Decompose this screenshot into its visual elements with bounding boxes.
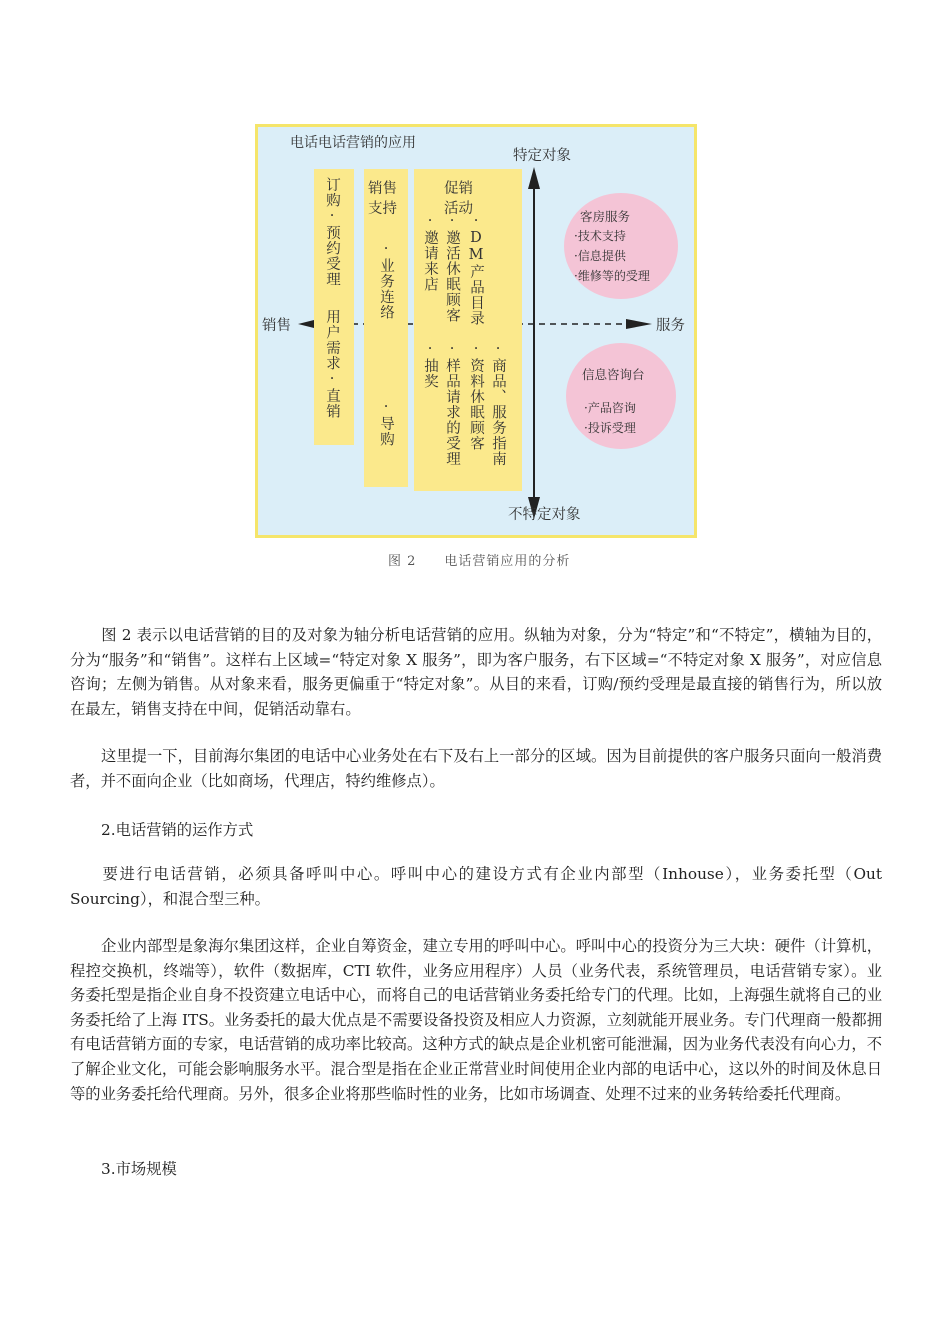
- circle-bottom-title: 信息咨询台: [582, 367, 645, 382]
- axis-label-bottom: 不特定对象: [508, 507, 581, 523]
- paragraph: 企业内部型是象海尔集团这样，企业自筹资金，建立专用的呼叫中心。呼叫中心的投资分为三大块：硬件（计算机，程控交换机，终端等），软件（数据库，CTI 软件，业务应用程序）人员（业务代表，系统管理员，电话营销专家）。业务委托型是指企业自身不投资建立电话中心，而将自己的电话营销业务委托给专门的代理。比如，上海强生就将自己的业务委托给了上海 ITS。业务委托的最大优点是不需要设备投资及相应人力资源，立刻就能开展业务。专门代理商一般都拥有电话营销方面的专家，电话营销的成功率比较高。这种方式的缺点是企业机密可能泄漏，因为业务代表没有向心力，不了解企业文化，可能会影响服务水平。混合型是指在企业正常营业时间使用企业内部的电话中心，这以外的时间及休息日等的业务委托给代理商。另外，很多企业将那些临时性的业务，比如市场调查、处理不过来的业务转给委托代理商。: [70, 937, 882, 1103]
- axis-label-left: 销售: [262, 318, 291, 334]
- paragraph: 图 2 表示以电话营销的目的及对象为轴分析电话营销的应用。纵轴为对象，分为“特定”和“不特定”，横轴为目的，分为“服务”和“销售”。这样右上区域=“特定对象 X 服务”，即为客户服务，右下区域=“不特定对象 X 服务”，对应信息咨询；左侧为销售。从对象来看，服务更偏重于“特定对象”。从目的来看，订购/预约受理是最直接的销售行为，所以放在最左，销售支持在中间，促销活动靠右。: [70, 626, 882, 718]
- band2-item-a: ·业务连络: [378, 241, 394, 320]
- band3-col4-b: ·商品、服务指南: [490, 341, 506, 467]
- axis-label-right: 服务: [656, 318, 685, 334]
- band1-text-b: 用户需求·直销: [324, 309, 340, 419]
- figure-telemarketing-analysis: [255, 124, 697, 538]
- paragraph: 要进行电话营销，必须具备呼叫中心。呼叫中心的建设方式有企业内部型（Inhouse），业务委托型（Out Sourcing），和混合型三种。: [70, 865, 882, 908]
- band1-text-a: 订购·预约受理: [324, 177, 340, 287]
- section-heading: 3.市场规模: [101, 1160, 177, 1178]
- arrow-up-icon: [528, 167, 540, 189]
- figure-title: 电话电话营销的应用: [290, 135, 416, 151]
- circle-bottom-item: ·投诉受理: [584, 421, 636, 435]
- circle-top-item: ·信息提供: [574, 249, 626, 263]
- band2-item-b: ·导购: [378, 399, 394, 447]
- circle-top-item: ·维修等的受理: [574, 269, 650, 283]
- circle-bottom-item: ·产品咨询: [584, 401, 636, 415]
- circle-top-title: 客房服务: [580, 209, 631, 224]
- band3-title: 促销活动: [444, 181, 473, 217]
- axis-label-top: 特定对象: [513, 148, 571, 164]
- band3-col3-a: ·DM产品目录: [468, 213, 484, 326]
- band3-col2-b: ·样品请求的受理: [444, 341, 460, 467]
- section-heading: 2.电话营销的运作方式: [101, 821, 254, 839]
- band2-title: 销售支持: [368, 181, 397, 217]
- figure-caption: 图 2 电话营销应用的分析: [388, 554, 571, 569]
- arrow-right-icon: [626, 319, 652, 329]
- band3-col1-b: ·抽奖: [422, 341, 438, 389]
- circle-top-item: ·技术支持: [574, 229, 626, 243]
- band3-col1-a: ·邀请来店: [422, 213, 438, 292]
- band3-col2-a: ·邀活休眠顾客: [444, 213, 460, 323]
- paragraph: 这里提一下，目前海尔集团的电话中心业务处在右下及右上一部分的区域。因为目前提供的客户服务只面向一般消费者，并不面向企业（比如商场，代理店，特约维修点）。: [70, 747, 882, 790]
- band3-col3-b: ·资料休眠顾客: [468, 341, 484, 451]
